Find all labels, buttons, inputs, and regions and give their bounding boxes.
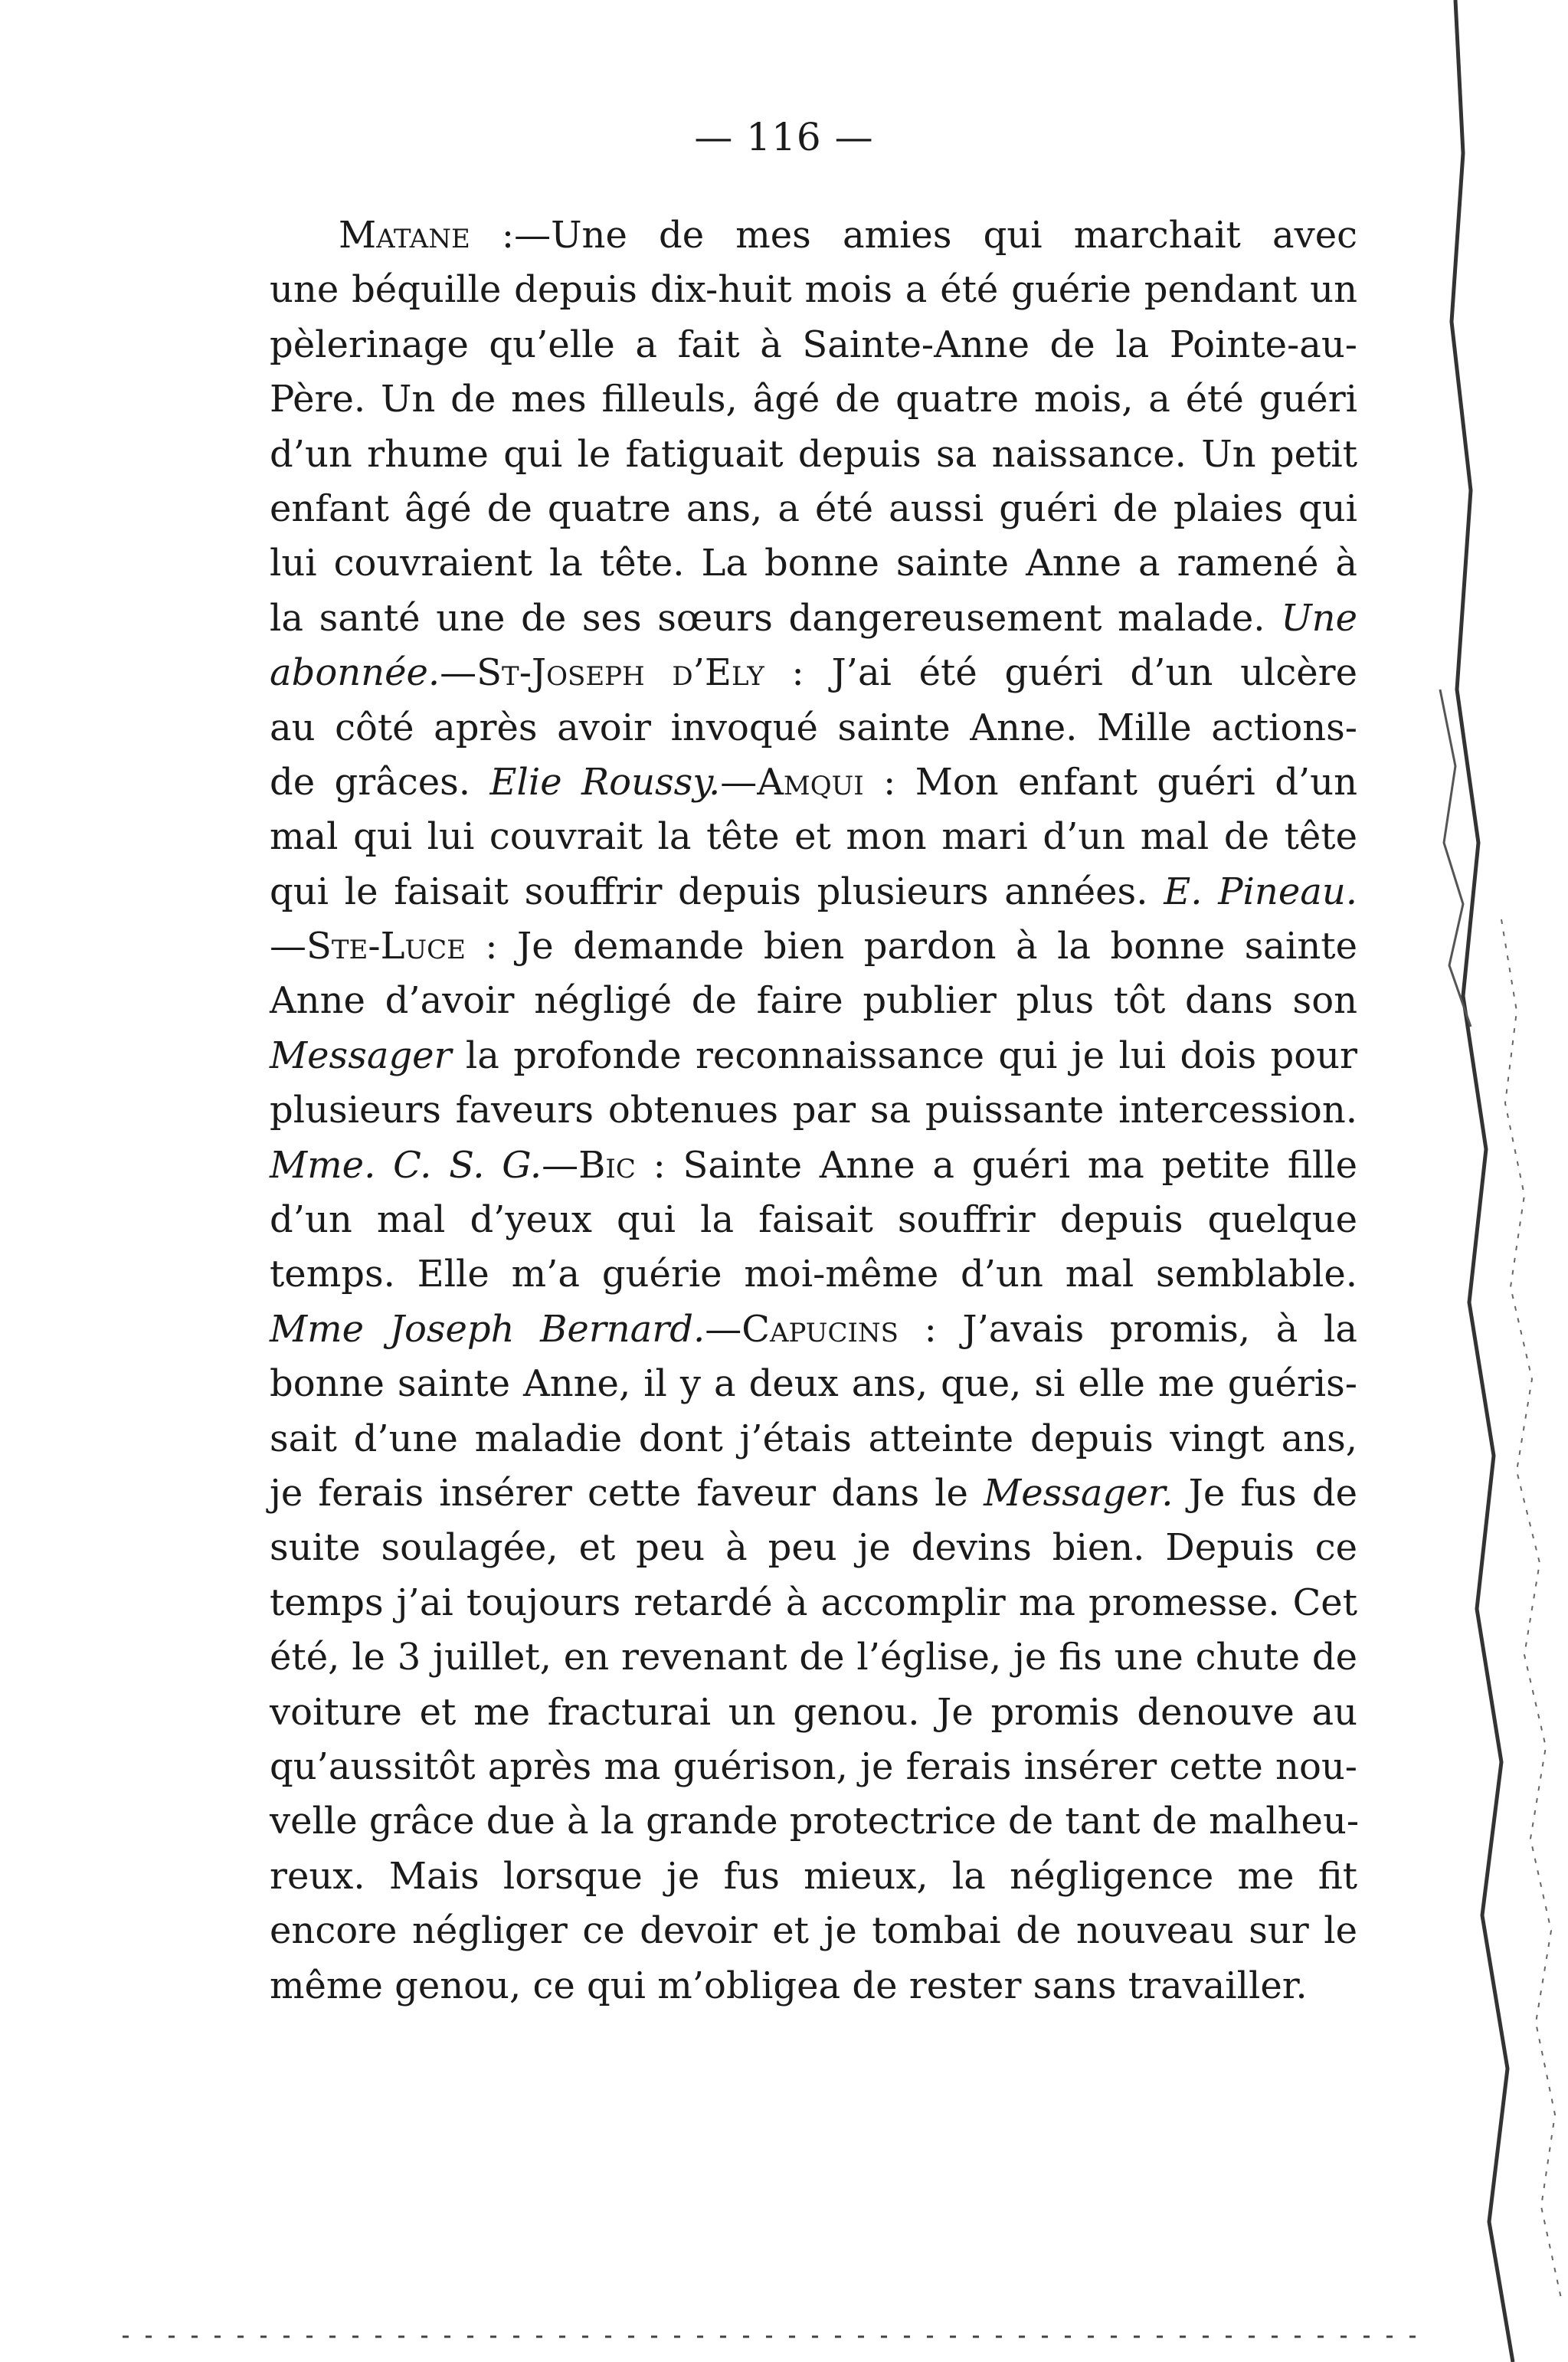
text-run: Messager xyxy=(270,1034,452,1077)
text-run: de grâces. xyxy=(270,760,490,804)
text-run: Ste-Luce xyxy=(306,925,466,968)
text-run: une béquille depuis dix-huit mois a été guérie pendant un xyxy=(270,268,1357,312)
text-run: Je fus de xyxy=(1173,1471,1357,1515)
text-line xyxy=(270,1357,1357,1411)
text-run: au côté après avoir invoqué sainte Anne. Mille actions- xyxy=(270,706,1357,749)
text-run: — xyxy=(705,1307,742,1351)
text-line xyxy=(270,755,1357,810)
text-run: temps j’ai toujours retardé à accomplir ma promesse. Cet xyxy=(270,1581,1357,1624)
text-line xyxy=(270,1904,1357,1958)
text-run: Bic xyxy=(578,1143,636,1187)
text-run: je ferais insérer cette faveur dans le xyxy=(270,1471,984,1515)
text-run: : J’ai été guéri d’un ulcère xyxy=(764,651,1357,695)
text-run: : Mon enfant guéri d’un xyxy=(863,760,1358,804)
text-run: — xyxy=(270,925,306,968)
text-line xyxy=(270,318,1357,372)
text-run: :—Une de mes amies qui marchait avec xyxy=(470,214,1357,257)
text-line xyxy=(270,428,1357,482)
text-run: sait d’une maladie dont j’étais atteinte depuis vingt ans, xyxy=(270,1417,1357,1460)
text-run: abonnée. xyxy=(270,651,440,695)
text-run: reux. Mais lorsque je fus mieux, la négligence me fit xyxy=(270,1854,1357,1898)
text-line xyxy=(270,919,1357,974)
text-run: suite soulagée, et peu à peu je devins bien. Depuis ce xyxy=(270,1526,1357,1570)
text-line xyxy=(270,865,1357,919)
text-run: encore négliger ce devoir et je tombai de nouveau sur le xyxy=(270,1909,1357,1953)
text-run: : Sainte Anne a guéri ma petite fille xyxy=(635,1143,1357,1187)
text-run: : J’avais promis, à la xyxy=(898,1307,1357,1351)
text-line xyxy=(270,536,1357,591)
text-line xyxy=(270,208,1357,263)
page-number: — 116 — xyxy=(694,115,874,159)
binding-edge-shadow xyxy=(1409,0,1568,2362)
body-text xyxy=(270,208,1360,2013)
text-line xyxy=(270,591,1357,646)
text-run: bonne sainte Anne, il y a deux ans, que, si elle me guéris- xyxy=(270,1362,1357,1406)
text-run: temps. Elle m’a guérie moi-même d’un mal semblable. xyxy=(270,1253,1357,1296)
text-line xyxy=(270,1849,1357,1904)
text-line xyxy=(270,1630,1357,1685)
text-line xyxy=(270,1193,1357,1247)
text-run: : Je demande bien pardon à la bonne sainte xyxy=(465,925,1357,968)
text-run: même genou, ce qui m’obligea de rester sans travailler. xyxy=(270,1964,1308,2007)
text-run: Père. Un de mes filleuls, âgé de quatre mois, a été guéri xyxy=(270,378,1357,421)
scan-noise xyxy=(123,2329,1425,2344)
text-run: Matane xyxy=(339,214,470,257)
text-run: plusieurs faveurs obtenues par sa puissante intercession. xyxy=(270,1089,1357,1132)
text-line xyxy=(270,974,1357,1028)
text-run: voiture et me fracturai un genou. Je promis denouve au xyxy=(270,1690,1357,1734)
text-run: été, le 3 juillet, en revenant de l’église, je fis une chute de xyxy=(270,1636,1357,1679)
text-line xyxy=(270,1576,1357,1630)
text-run: Messager. xyxy=(984,1471,1174,1515)
text-line xyxy=(270,1466,1357,1521)
text-line xyxy=(270,1029,1357,1083)
text-line xyxy=(270,1959,1357,2013)
text-line xyxy=(270,263,1357,317)
text-line xyxy=(270,646,1357,700)
text-line xyxy=(270,482,1357,536)
text-line xyxy=(270,1247,1357,1302)
text-run: la santé une de ses sœurs dangereusement malade. xyxy=(270,596,1282,640)
text-line xyxy=(270,1138,1357,1193)
text-run: lui couvraient la tête. La bonne sainte Anne a ramené à xyxy=(270,542,1357,585)
text-line xyxy=(270,701,1357,755)
text-run: qui le faisait souffrir depuis plusieurs années. xyxy=(270,870,1164,913)
text-line xyxy=(270,1794,1360,1849)
text-run: Elie Roussy. xyxy=(489,760,721,804)
text-line xyxy=(270,1083,1357,1138)
text-line xyxy=(270,810,1357,864)
text-run: — xyxy=(542,1143,579,1187)
text-run: Amqui xyxy=(757,760,864,804)
text-run: mal qui lui couvrait la tête et mon mari d’un mal de tête xyxy=(270,815,1357,859)
text-run: d’un mal d’yeux qui la faisait souffrir depuis quelque xyxy=(270,1198,1357,1242)
text-run: Mme. C. S. G. xyxy=(270,1143,542,1187)
text-run: velle grâce due à la grande protectrice de tant de malheu- xyxy=(270,1800,1360,1843)
text-run: E. Pineau. xyxy=(1164,870,1358,913)
text-run: la profonde reconnaissance qui je lui dois pour xyxy=(451,1034,1357,1077)
text-line xyxy=(270,1302,1357,1357)
text-line xyxy=(270,1740,1357,1794)
text-run: Mme Joseph Bernard. xyxy=(270,1307,705,1351)
text-run: d’un rhume qui le fatiguait depuis sa naissance. Un petit xyxy=(270,432,1357,476)
text-run: Anne d’avoir négligé de faire publier plus tôt dans son xyxy=(270,979,1357,1023)
text-line xyxy=(270,1412,1357,1466)
text-run: pèlerinage qu’elle a fait à Sainte-Anne de la Pointe-au- xyxy=(270,323,1357,366)
text-line xyxy=(270,1521,1357,1575)
text-run: St-Joseph d’Ely xyxy=(476,651,764,695)
text-run: — xyxy=(440,651,477,695)
text-line xyxy=(270,372,1357,427)
text-run: — xyxy=(720,760,758,804)
text-run: Capucins xyxy=(741,1307,899,1351)
text-line xyxy=(270,1686,1357,1740)
text-run: qu’aussitôt après ma guérison, je ferais insérer cette nou- xyxy=(270,1744,1357,1788)
text-run: Une xyxy=(1281,596,1357,640)
text-run: enfant âgé de quatre ans, a été aussi guéri de plaies qui xyxy=(270,486,1357,530)
